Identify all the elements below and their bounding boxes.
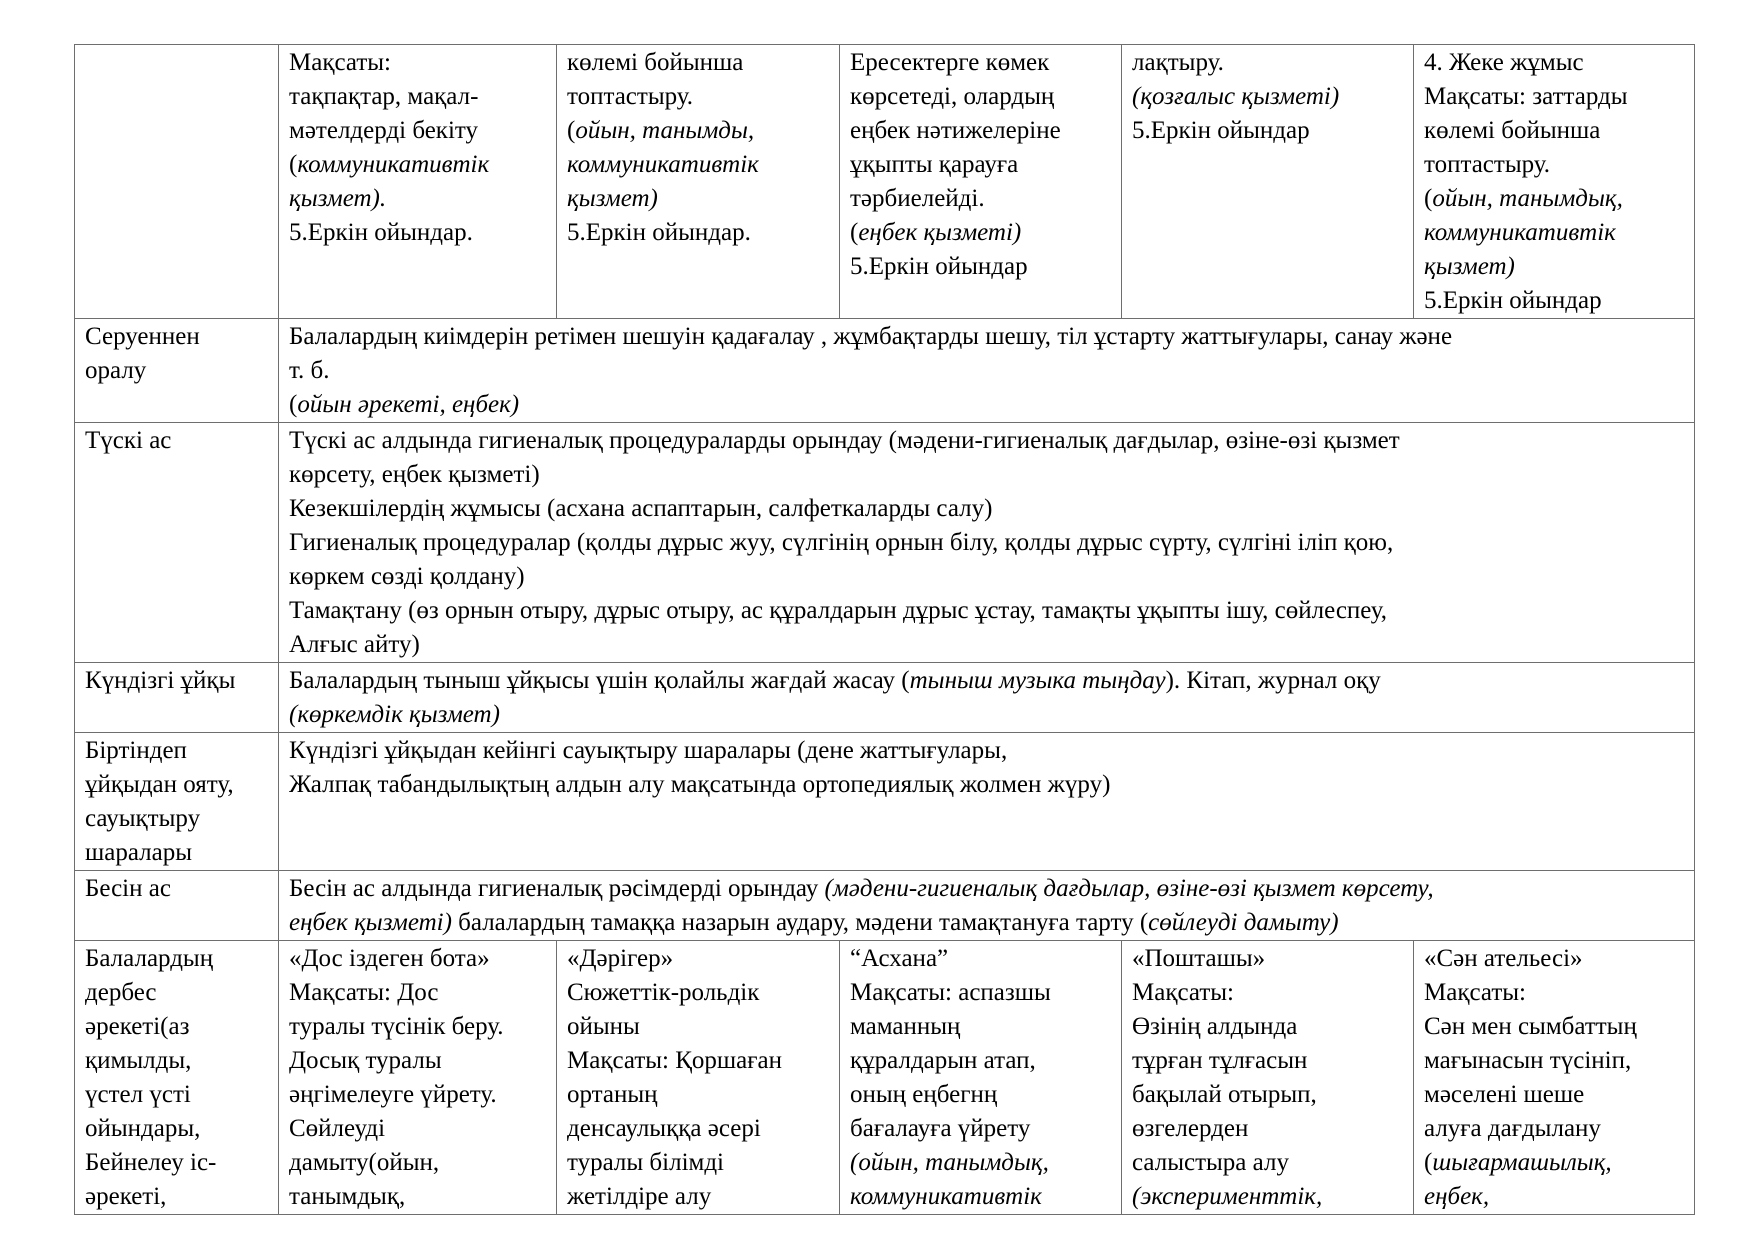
text: бағалауға үйрету [850,1115,1031,1142]
document-page [74,44,1694,1215]
text-line [289,768,1684,802]
text-line [1424,216,1684,250]
text-line [289,594,1684,628]
activity-cell [840,45,1122,319]
text-line [1132,1078,1403,1112]
text-line [850,1146,1111,1180]
text: Балалардың киімдерін ретімен шешуін қадағалау , жұмбақтарды шешу, тіл ұстарту жаттығулары, санау және [289,323,1453,350]
text-line [1424,1078,1684,1112]
table-row [75,941,1695,1215]
row-label-line: ұйқыдан ояту, [85,771,234,798]
text: «Сән ательесі» [1424,945,1583,972]
text: Мақсаты: заттарды [1424,83,1628,110]
text: «Пошташы» [1132,945,1266,972]
text-line [289,216,546,250]
text-line [850,216,1111,250]
text-line [850,46,1111,80]
text-line [289,664,1684,698]
text-line [1424,1180,1684,1214]
activity-cell [1122,941,1414,1215]
activity-cell [1414,45,1695,319]
text-line [289,182,546,216]
text-line [1424,1146,1684,1180]
text-line [1132,1044,1403,1078]
text: Мақсаты: Дос [289,979,439,1006]
text: оның еңбегнң [850,1081,998,1108]
text: Күндізгі ұйқыдан кейінгі сауықтыру шаралары (дене жаттығулары, [289,737,1008,764]
text: көркем сөзді қолдану) [289,563,525,590]
italic-text: еңбек қызметі) [858,219,1022,246]
text-line [1132,1010,1403,1044]
text: ойыны [567,1013,640,1040]
text-line [289,46,546,80]
text-line [567,1146,829,1180]
text: жетілдіре алу [567,1183,712,1210]
text-line [289,976,546,1010]
italic-text: ойын әрекеті, еңбек) [297,391,520,418]
text-line [289,1180,546,1214]
text: танымдық, [289,1183,406,1210]
text-line [1132,114,1403,148]
activity-cell [557,45,840,319]
text: тәрбиелейді. [850,185,985,212]
text-line [1424,80,1684,114]
row-label-cell [75,319,279,423]
text: құралдарын атап, [850,1047,1036,1074]
text: «Дос іздеген бота» [289,945,490,972]
text: Ересектерге көмек [850,49,1050,76]
text: 4. Жеке жұмыс [1424,49,1584,76]
text: мағынасын түсініп, [1424,1047,1632,1074]
text-line [1424,250,1684,284]
italic-text: еңбек, [1424,1183,1490,1210]
text-line [850,1044,1111,1078]
row-label-line: дербес [85,979,157,1006]
text-line [850,1010,1111,1044]
text-line [289,492,1684,526]
activity-cell [557,941,840,1215]
text-line [289,1010,546,1044]
table-row [75,423,1695,663]
description-cell [279,423,1695,663]
text-line [850,1112,1111,1146]
activity-cell [840,941,1122,1215]
text: Мақсаты: аспазшы [850,979,1051,1006]
text-line [289,1078,546,1112]
activity-cell [279,45,557,319]
row-label-line: әрекеті, [85,1183,167,1210]
row-label-line: Бесін ас [85,875,171,902]
text: «Дәрігер» [567,945,674,972]
italic-text: тыныш музыка тыңдау [909,667,1166,694]
text: алуға дағдылану [1424,1115,1601,1142]
text-line [289,1112,546,1146]
text-line [289,354,1684,388]
text-line [850,80,1111,114]
text: Досық туралы [289,1047,442,1074]
italic-text: коммуникативтік [567,151,759,178]
text: Сюжеттік-рольдік [567,979,760,1006]
text-line [1424,1044,1684,1078]
text: топтастыру. [1424,151,1551,178]
text: туралы білімді [567,1149,725,1176]
text: көрсетеді, олардың [850,83,1055,110]
text: Мақсаты: Қоршаған [567,1047,782,1074]
text: еңбек нәтижелеріне [850,117,1061,144]
text-line [567,1078,829,1112]
text: ортаның [567,1081,658,1108]
row-label-line: сауықтыру [85,805,201,832]
text-line [1132,942,1403,976]
text-line [567,148,829,182]
italic-text: (эксперименттік, [1132,1183,1323,1210]
text: т. б. [289,357,330,384]
row-label-line: Балалардың [85,945,214,972]
text: Тамақтану (өз орнын отыру, дұрыс отыру, ас құралдарын дұрыс ұстау, тамақты ұқыпты ішу, сөйлеспеу, [289,597,1388,624]
row-label-line: ойындары, [85,1115,201,1142]
row-label-cell [75,733,279,871]
text: Жалпақ табандылықтың алдын алу мақсатында ортопедиялық жолмен жүру) [289,771,1111,798]
description-cell [279,733,1695,871]
text: Кезекшілердің жұмысы (асхана аспаптарын, салфеткаларды салу) [289,495,993,522]
text-line [1424,284,1684,318]
activity-cell [279,941,557,1215]
row-label-line: оралу [85,357,147,384]
text-line [289,458,1684,492]
text: мәселені шеше [1424,1081,1585,1108]
row-label-cell [75,871,279,941]
text: денсаулыққа әсері [567,1115,761,1142]
text-line [1132,976,1403,1010]
italic-text: коммуникативтік [1424,219,1616,246]
text-line [289,114,546,148]
text-line [850,250,1111,284]
text-line [1424,942,1684,976]
text-line [289,1044,546,1078]
text-line [1424,1010,1684,1044]
description-cell [279,319,1695,423]
text-line [289,424,1684,458]
row-label-line: Күндізгі ұйқы [85,667,236,694]
row-label-line: Түскі ас [85,427,172,454]
italic-text: (қозғалыс қызметі) [1132,83,1340,110]
text-line [567,942,829,976]
row-label-line: Серуеннен [85,323,200,350]
text: лақтыру. [1132,49,1224,76]
italic-text: шығармашылық, [1432,1149,1612,1176]
text: ( [567,117,576,144]
text-line [1424,46,1684,80]
activity-cell [1122,45,1414,319]
text: ұқыпты қарауға [850,151,1019,178]
table-row [75,733,1695,871]
text: көлемі бойынша [567,49,744,76]
text: ( [1424,185,1433,212]
text-line [567,80,829,114]
text-line [289,80,546,114]
text-line [1424,148,1684,182]
text: салыстыра алу [1132,1149,1289,1176]
italic-text: қызмет). [289,185,387,212]
text-line [850,976,1111,1010]
text: дамыту(ойын, [289,1149,440,1176]
text: маманның [850,1013,961,1040]
text-line [289,906,1684,940]
table-row [75,663,1695,733]
text: Балалардың тыныш ұйқысы үшін қолайлы жағдай жасау ( [289,667,910,694]
italic-text: (көркемдік қызмет) [289,701,500,728]
text: тақпақтар, мақал- [289,83,479,110]
text-line [567,46,829,80]
text-line [1132,1112,1403,1146]
text-line [567,216,829,250]
daily-plan-table [74,44,1695,1215]
row-label-line: Біртіндеп [85,737,187,764]
text: Бесін ас алдында гигиеналық рәсімдерді орындау [289,875,825,902]
text-line [1132,1180,1403,1214]
italic-text: сөйлеуді дамыту) [1148,909,1339,936]
text-line [289,388,1684,422]
text-line [289,148,546,182]
text: ( [289,391,298,418]
row-label-cell [75,45,279,319]
italic-text: коммуникативтік [850,1183,1042,1210]
text: ). Кітап, журнал оқу [1165,667,1381,694]
text-line [289,320,1684,354]
italic-text: қызмет) [567,185,658,212]
text: бақылай отырып, [1132,1081,1317,1108]
text: Мақсаты: [289,49,391,76]
italic-text: коммуникативтік [297,151,490,178]
text-line [1424,1112,1684,1146]
text-line [289,872,1684,906]
text-line [850,114,1111,148]
description-cell [279,871,1695,941]
table-row [75,45,1695,319]
text: Алғыс айту) [289,631,420,658]
text: Мақсаты: [1424,979,1526,1006]
text-line [289,942,546,976]
text: ( [850,219,859,246]
text-line [850,942,1111,976]
text-line [567,976,829,1010]
text-line [850,148,1111,182]
text: мәтелдерді бекіту [289,117,478,144]
text: 5.Еркін ойындар. [289,219,473,246]
text: әңгімелеуге үйрету. [289,1081,497,1108]
text: 5.Еркін ойындар. [567,219,751,246]
row-label-line: үстел үсті [85,1081,191,1108]
text: Түскі ас алдында гигиеналық процедураларды орындау (мәдени-гигиеналық дағдылар, өзіне-өзі қызмет [289,427,1400,454]
text-line [1132,46,1403,80]
text-line [289,1146,546,1180]
text: Сөйлеуді [289,1115,386,1142]
text-line [567,1112,829,1146]
text: туралы түсінік беру. [289,1013,504,1040]
text-line [289,526,1684,560]
row-label-line: әрекеті(аз [85,1013,190,1040]
text: көрсету, еңбек қызметі) [289,461,540,488]
text: Сән мен сымбаттың [1424,1013,1637,1040]
table-row [75,319,1695,423]
text: ( [289,151,298,178]
text-line [289,628,1684,662]
italic-text: ойын, танымдық, [1432,185,1623,212]
text-line [1424,114,1684,148]
text-line [567,182,829,216]
italic-text: (ойын, танымдық, [850,1149,1049,1176]
text-line [567,1044,829,1078]
text: Гигиеналық процедуралар (қолды дұрыс жуу, сүлгінің орнын білу, қолды дұрыс сүрту, сүлгіні іліп қою, [289,529,1394,556]
text: тұрған тұлғасын [1132,1047,1308,1074]
text-line [850,1180,1111,1214]
text: 5.Еркін ойындар [1132,117,1310,144]
row-label-line: Бейнелеу іс- [85,1149,217,1176]
description-cell [279,663,1695,733]
italic-text: еңбек қызметі) [289,909,452,936]
row-label-line: шаралары [85,839,193,866]
italic-text: ойын, танымды, [575,117,755,144]
text-line [567,1180,829,1214]
text-line [1132,1146,1403,1180]
italic-text: қызмет) [1424,253,1515,280]
text-line [289,698,1684,732]
text: 5.Еркін ойындар [850,253,1028,280]
text-line [289,734,1684,768]
text-line [1424,976,1684,1010]
text-line [289,560,1684,594]
table-row [75,871,1695,941]
text-line [850,182,1111,216]
text: көлемі бойынша [1424,117,1601,144]
italic-text: (мәдени-гигиеналық дағдылар, өзіне-өзі қызмет көрсету, [824,875,1434,902]
text: топтастыру. [567,83,694,110]
row-label-cell [75,423,279,663]
text-line [1132,80,1403,114]
text: 5.Еркін ойындар [1424,287,1602,314]
text-line [1424,182,1684,216]
activity-cell [1414,941,1695,1215]
text: ( [1424,1149,1433,1176]
text-line [850,1078,1111,1112]
text: өзгелерден [1132,1115,1249,1142]
row-label-cell [75,941,279,1215]
text: Өзінің алдында [1132,1013,1298,1040]
text-line [567,114,829,148]
text: “Асхана” [850,945,949,972]
text: балалардың тамаққа назарын аудару, мәдени тамақтануға тарту ( [451,909,1149,936]
row-label-cell [75,663,279,733]
row-label-line: қимылды, [85,1047,192,1074]
text: Мақсаты: [1132,979,1234,1006]
text-line [567,1010,829,1044]
